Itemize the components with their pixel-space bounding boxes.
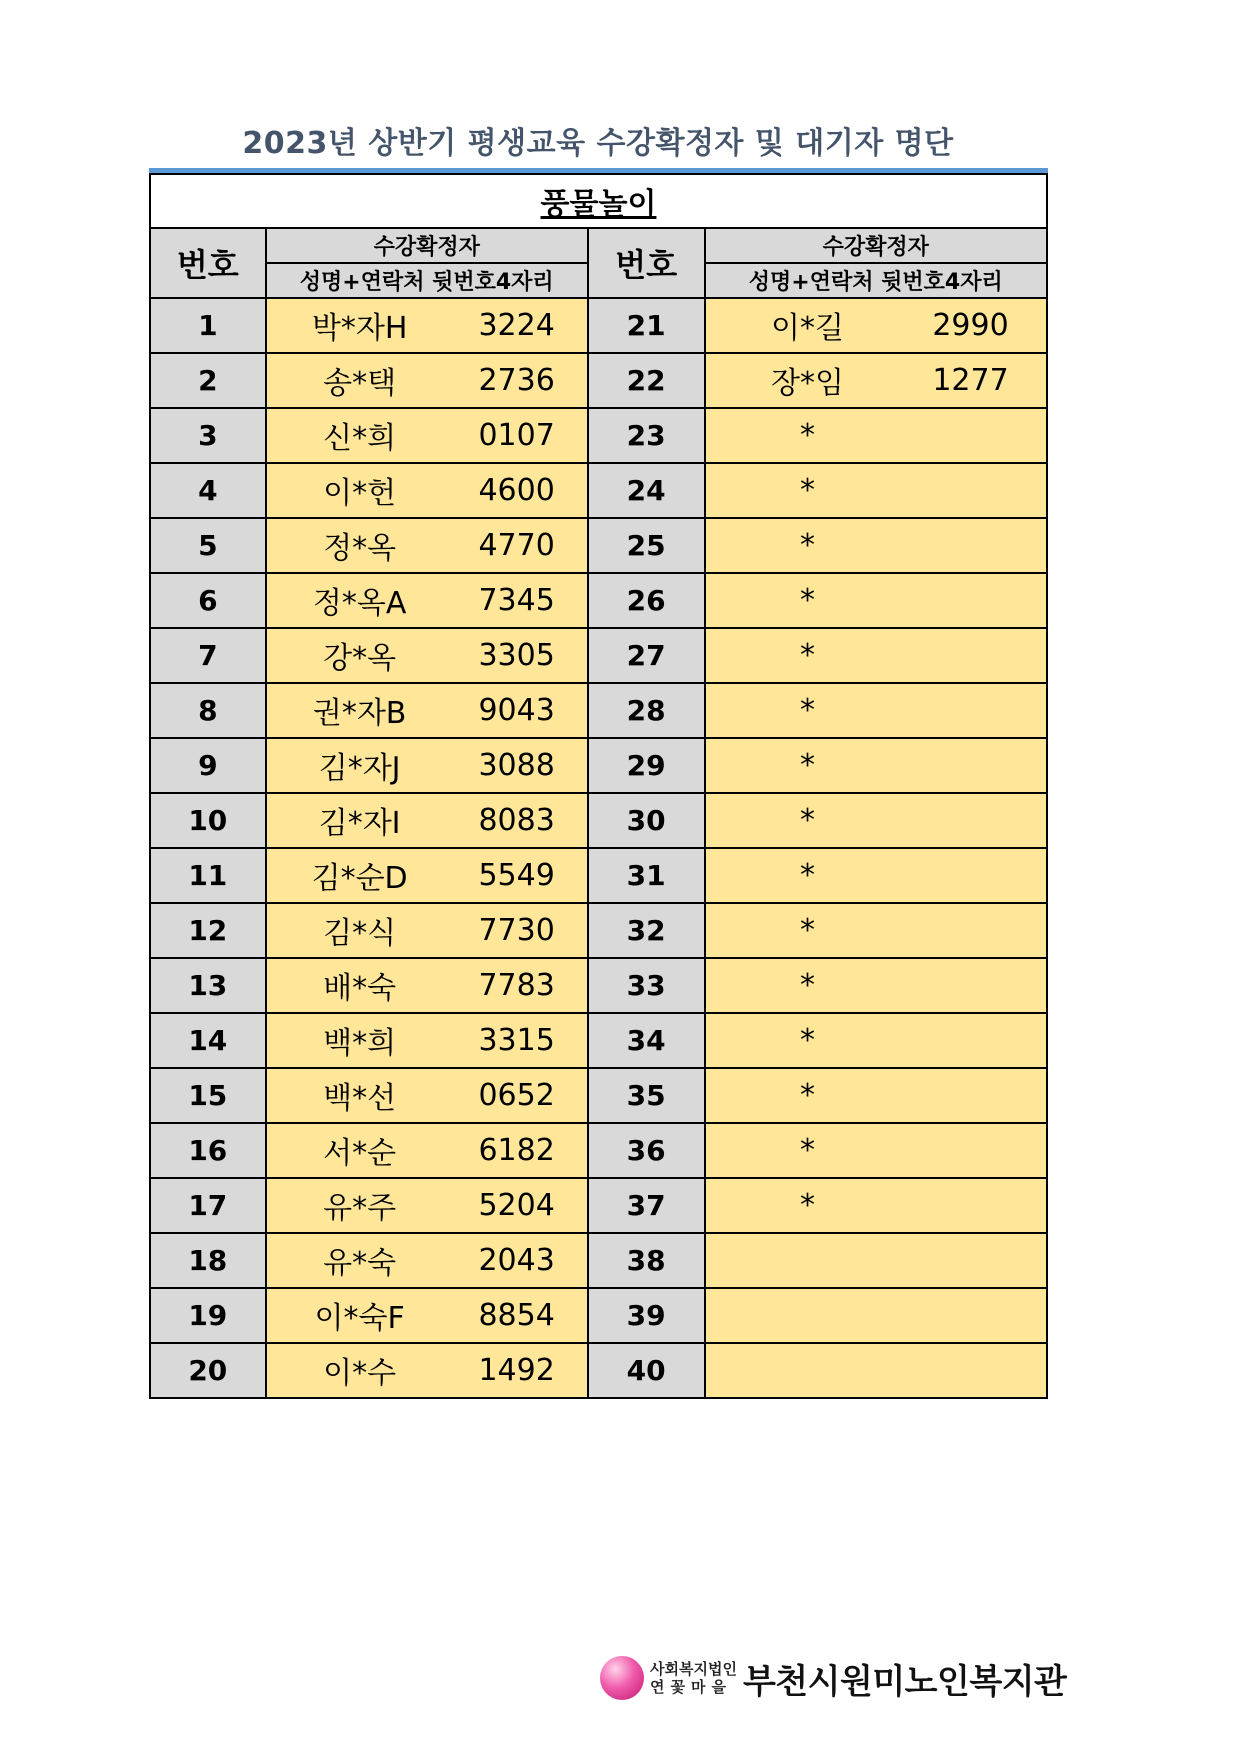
participant-name: * (800, 582, 816, 618)
row-number: 27 (588, 628, 705, 683)
entry-cell (705, 1343, 1047, 1398)
participant-name: 김*자I (318, 805, 401, 841)
participant-name: 배*숙 (323, 970, 397, 1006)
entry-cell (705, 353, 1047, 408)
entry-cell (705, 628, 1047, 683)
roster-table (149, 173, 1048, 1399)
row-number: 23 (588, 408, 705, 463)
page-title: 2023년 상반기 평생교육 수강확정자 및 대기자 명단 (242, 126, 954, 161)
entry-cell (266, 738, 588, 793)
phone-last4: 7730 (478, 912, 555, 948)
phone-last4: 3315 (478, 1022, 555, 1058)
table-row (150, 1013, 1047, 1068)
org-name: 부천시원미노인복지관 (742, 1661, 1067, 1702)
entry-cell (266, 793, 588, 848)
participant-name: * (800, 472, 816, 508)
row-number: 9 (150, 738, 266, 793)
row-number: 37 (588, 1178, 705, 1233)
confirmed-header-left: 수강확정자 (266, 228, 588, 263)
row-number: 13 (150, 958, 266, 1013)
header-row (150, 228, 1047, 263)
lotus-logo-icon (600, 1656, 644, 1700)
row-number: 28 (588, 683, 705, 738)
table-row (150, 958, 1047, 1013)
entry-cell (266, 298, 588, 353)
phone-last4: 1277 (932, 362, 1009, 398)
table-row (150, 628, 1047, 683)
entry-cell (705, 1288, 1047, 1343)
row-number: 18 (150, 1233, 266, 1288)
phone-last4: 2990 (932, 307, 1009, 343)
phone-last4: 3305 (478, 637, 555, 673)
table-row (150, 1343, 1047, 1398)
participant-name: * (800, 692, 816, 728)
row-number: 35 (588, 1068, 705, 1123)
entry-cell (705, 1233, 1047, 1288)
row-number: 8 (150, 683, 266, 738)
participant-name: 백*희 (323, 1025, 397, 1061)
row-number: 30 (588, 793, 705, 848)
phone-last4: 8854 (478, 1297, 555, 1333)
entry-cell (266, 353, 588, 408)
entry-cell (705, 1178, 1047, 1233)
participant-name: 백*선 (323, 1080, 397, 1116)
participant-name: 권*자B (312, 695, 407, 731)
row-number: 1 (150, 298, 266, 353)
row-number: 25 (588, 518, 705, 573)
entry-cell (705, 408, 1047, 463)
course-row (150, 174, 1047, 228)
course-name: 풍물놀이 (540, 187, 657, 222)
entry-cell (266, 408, 588, 463)
participant-name: 정*옥A (312, 585, 407, 621)
participant-name: 정*옥 (323, 530, 397, 566)
row-number: 33 (588, 958, 705, 1013)
entry-cell (705, 1013, 1047, 1068)
entry-cell (266, 518, 588, 573)
entry-cell (705, 738, 1047, 793)
participant-name: * (800, 527, 816, 563)
table-row (150, 518, 1047, 573)
table-row (150, 793, 1047, 848)
subheader-right: 성명+연락처 뒷번호4자리 (705, 263, 1047, 298)
row-number: 32 (588, 903, 705, 958)
table-row (150, 1288, 1047, 1343)
row-number: 14 (150, 1013, 266, 1068)
entry-cell (266, 573, 588, 628)
entry-cell (266, 1123, 588, 1178)
number-header-right: 번호 (588, 228, 705, 298)
participant-name: * (800, 417, 816, 453)
row-number: 4 (150, 463, 266, 518)
row-number: 15 (150, 1068, 266, 1123)
entry-cell (705, 518, 1047, 573)
phone-last4: 0107 (478, 417, 555, 453)
participant-name: * (800, 912, 816, 948)
phone-last4: 2043 (478, 1242, 555, 1278)
entry-cell (266, 1013, 588, 1068)
participant-name: * (800, 637, 816, 673)
row-number: 40 (588, 1343, 705, 1398)
participant-name: 유*숙 (323, 1245, 397, 1281)
participant-name: * (800, 802, 816, 838)
org-name-small: 연꽃마을 (650, 1678, 732, 1696)
entry-cell (705, 793, 1047, 848)
row-number: 5 (150, 518, 266, 573)
participant-name: * (800, 1077, 816, 1113)
row-number: 38 (588, 1233, 705, 1288)
logo-subtitle (650, 1660, 737, 1696)
row-number: 36 (588, 1123, 705, 1178)
row-number: 24 (588, 463, 705, 518)
row-number: 11 (150, 848, 266, 903)
phone-last4: 8083 (478, 802, 555, 838)
participant-name: 이*길 (771, 310, 845, 346)
phone-last4: 4770 (478, 527, 555, 563)
row-number: 17 (150, 1178, 266, 1233)
subheader-left: 성명+연락처 뒷번호4자리 (266, 263, 588, 298)
table-row (150, 738, 1047, 793)
table-row (150, 573, 1047, 628)
participant-name: 김*식 (323, 915, 397, 951)
entry-cell (705, 463, 1047, 518)
participant-name: * (800, 1187, 816, 1223)
entry-cell (705, 903, 1047, 958)
phone-last4: 7783 (478, 967, 555, 1003)
row-number: 31 (588, 848, 705, 903)
table-row (150, 408, 1047, 463)
row-number: 19 (150, 1288, 266, 1343)
entry-cell (266, 848, 588, 903)
table-row (150, 298, 1047, 353)
participant-name: 이*수 (323, 1355, 397, 1391)
entry-cell (266, 903, 588, 958)
phone-last4: 9043 (478, 692, 555, 728)
row-number: 3 (150, 408, 266, 463)
participant-name: 장*임 (771, 365, 845, 401)
entry-cell (266, 1233, 588, 1288)
entry-cell (266, 683, 588, 738)
entry-cell (705, 683, 1047, 738)
phone-last4: 4600 (478, 472, 555, 508)
row-number: 7 (150, 628, 266, 683)
row-number: 26 (588, 573, 705, 628)
phone-last4: 1492 (478, 1352, 555, 1388)
participant-name: 신*희 (323, 420, 397, 456)
entry-cell (266, 1068, 588, 1123)
participant-name: 서*순 (323, 1135, 397, 1171)
row-number: 39 (588, 1288, 705, 1343)
table-row (150, 1178, 1047, 1233)
table-row (150, 353, 1047, 408)
table-row (150, 1233, 1047, 1288)
entry-cell (266, 958, 588, 1013)
phone-last4: 2736 (478, 362, 555, 398)
participant-name: 이*숙F (314, 1300, 405, 1336)
table-row (150, 1123, 1047, 1178)
row-number: 21 (588, 298, 705, 353)
row-number: 10 (150, 793, 266, 848)
table-row (150, 683, 1047, 738)
participant-name: 강*옥 (323, 640, 397, 676)
participant-name: * (800, 1132, 816, 1168)
entry-cell (705, 573, 1047, 628)
phone-last4: 7345 (478, 582, 555, 618)
table-row (150, 848, 1047, 903)
entry-cell (266, 1288, 588, 1343)
entry-cell (266, 463, 588, 518)
table-row (150, 463, 1047, 518)
entry-cell (705, 1123, 1047, 1178)
participant-name: 유*주 (323, 1190, 397, 1226)
organization-logo (600, 1653, 1066, 1703)
confirmed-header-right: 수강확정자 (705, 228, 1047, 263)
entry-cell (705, 298, 1047, 353)
phone-last4: 0652 (478, 1077, 555, 1113)
participant-name: * (800, 857, 816, 893)
entry-cell (266, 628, 588, 683)
row-number: 6 (150, 573, 266, 628)
phone-last4: 6182 (478, 1132, 555, 1168)
participant-name: 김*순D (311, 860, 408, 896)
participant-name: * (800, 747, 816, 783)
entry-cell (705, 1068, 1047, 1123)
table-row (150, 903, 1047, 958)
row-number: 29 (588, 738, 705, 793)
participant-name: 송*택 (323, 365, 397, 401)
row-number: 16 (150, 1123, 266, 1178)
entry-cell (266, 1343, 588, 1398)
participant-name: 이*헌 (323, 475, 397, 511)
row-number: 20 (150, 1343, 266, 1398)
org-type: 사회복지법인 (650, 1660, 737, 1678)
entry-cell (266, 1178, 588, 1233)
participant-name: 박*자H (311, 310, 408, 346)
participant-name: * (800, 1022, 816, 1058)
row-number: 22 (588, 353, 705, 408)
participant-name: * (800, 967, 816, 1003)
phone-last4: 3088 (478, 747, 555, 783)
phone-last4: 3224 (478, 307, 555, 343)
row-number: 34 (588, 1013, 705, 1068)
number-header-left: 번호 (150, 228, 266, 298)
row-number: 12 (150, 903, 266, 958)
table-row (150, 1068, 1047, 1123)
phone-last4: 5549 (478, 857, 555, 893)
phone-last4: 5204 (478, 1187, 555, 1223)
participant-name: 김*자J (318, 750, 401, 786)
row-number: 2 (150, 353, 266, 408)
entry-cell (705, 848, 1047, 903)
entry-cell (705, 958, 1047, 1013)
